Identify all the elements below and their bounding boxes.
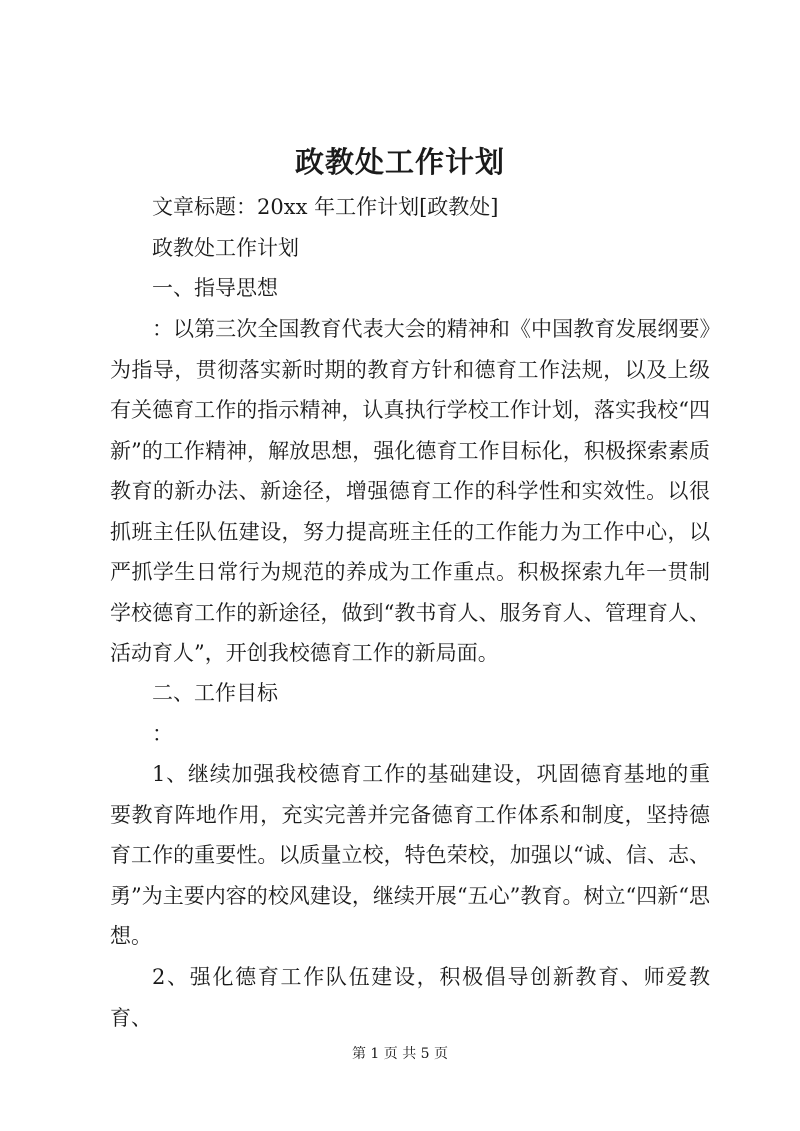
paragraph-colon: ： <box>152 722 173 746</box>
document-title: 政教处工作计划 <box>294 145 505 179</box>
section-heading-work-goals: 二、工作目标 <box>152 681 278 705</box>
paragraph-goal-2: 2、强化德育工作队伍建设，积极倡导创新教育、师爱教育、 <box>110 965 710 1030</box>
section-heading-guiding-thought: 一、指导思想 <box>152 276 278 300</box>
article-heading-line: 文章标题：20xx 年工作计划[政教处] <box>152 195 499 219</box>
paragraph-goal-1: 1、继续加强我校德育工作的基础建设，巩固德育基地的重要教育阵地作用，充实完善并完备德育工作体系和制度，坚持德育工作的重要性。以质量立校，特色荣校，加强以“诚、信、志、勇”为主要内容的校风建设，继续开展“五心”教育。树立“四新“思想。 <box>110 762 710 948</box>
subtitle-line: 政教处工作计划 <box>152 236 299 260</box>
page-footer: 第 1 页 共 5 页 <box>351 1046 449 1062</box>
paragraph-guiding-thought: ：以第三次全国教育代表大会的精神和《中国教育发展纲要》为指导，贯彻落实新时期的教育方针和德育工作法规，以及上级有关德育工作的指示精神，认真执行学校工作计划，落实我校“四新”的工作精神，解放思想，强化德育工作目标化，积极探索素质教育的新办法、新途径，增强德育工作的科学性和实效性。以很抓班主任队伍建设，努力提高班主任的工作能力为工作中心，以严抓学生日常行为规范的养成为工作重点。积极探索九年一贯制学校德育工作的新途径，做到“教书育人、服务育人、管理育人、活动育人”，开创我校德育工作的新局面。 <box>110 317 710 665</box>
